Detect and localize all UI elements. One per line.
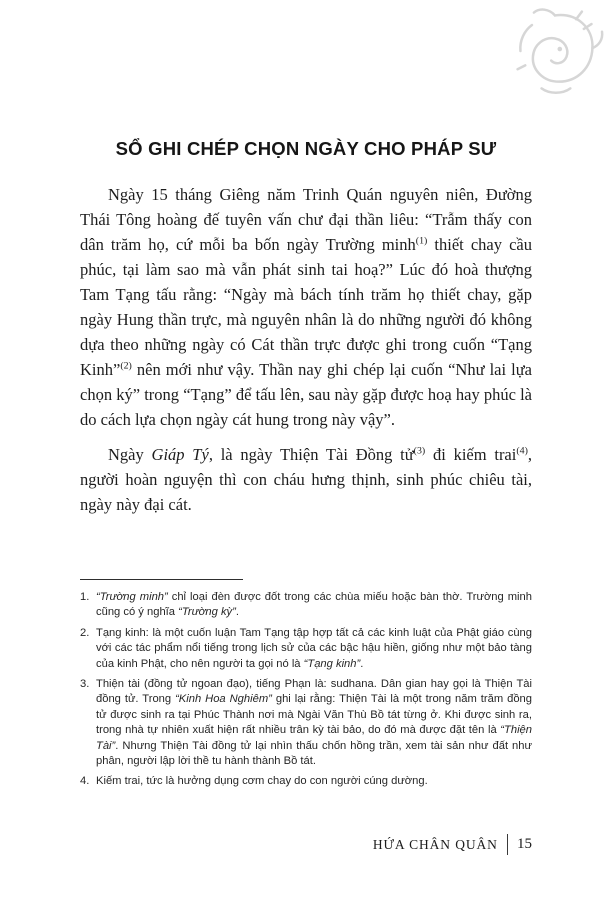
dragon-watermark-icon [502, 2, 608, 98]
footnote-text: “Trường minh” chỉ loại đèn được đốt trong các chùa miếu hoặc bàn thờ. Trường minh cũng có ý nghĩa “Trường kỳ”. [96, 591, 532, 619]
footnote [80, 590, 532, 621]
footnote-text: Tạng kinh: là một cuốn luận Tam Tạng tập hợp tất cả các kinh luật của Phật giáo cùng với các tác phẩm nổi tiếng trong lịch sử của các bậc hậu hiền, giống như một bảo tàng của kinh Phật, cho nên người ta gọi nó là “Tạng kinh”. [96, 626, 532, 670]
footer-author: HỨA CHÂN QUÂN [372, 836, 498, 852]
page-number: 15 [517, 836, 532, 852]
body-paragraph: Ngày Giáp Tý, là ngày Thiện Tài Đồng tử$^{(3)}$ đi kiếm trai$^{(4)}$, người hoàn nguyện thì con cháu hưng thịnh, sinh phúc chiêu tài, ngày này đại cát. [80, 445, 532, 514]
footnote-text: Kiếm trai, tức là hưởng dụng cơm chay do con người cúng dường. [96, 775, 428, 788]
page-title: SỔ GHI CHÉP CHỌN NGÀY CHO PHÁP SƯ [115, 138, 497, 159]
footnote [80, 677, 532, 769]
footer-divider [507, 834, 508, 855]
footnote [80, 774, 532, 789]
footnote-divider [80, 579, 243, 580]
footnote-number: 4. [80, 775, 90, 788]
page-content [0, 138, 612, 790]
footnote [80, 626, 532, 672]
body-paragraph: Ngày 15 tháng Giêng năm Trinh Quán nguyên niên, Đường Thái Tông hoàng đế tuyên vấn chư đại thần liêu: “Trẫm thấy con dân trăm họ, cứ mỗi ba bốn ngày Trường minh$^{(1)}$ thiết chay cầu phúc, tại làm sao mà vẫn phát sinh tai hoạ?” Lúc đó hoà thượng Tam Tạng tấu rằng: “Ngày mà bách tính trăm họ thiết chay, gặp ngày Hung thần trực, mà nguyên nhân là do những người đó không dựa theo những ngày có Cát thần trực được ghi trong cuốn “Tạng Kinh”$^{(2)}$ nên mới như vậy. Thần nay ghi chép lại cuốn “Như lai lựa chọn ký” trong “Tạng” để tấu lên, sau này gặp được hoạ hay phúc là do cách lựa chọn ngày cát hung trong này vậy”. [80, 185, 532, 429]
page-footer [373, 834, 532, 855]
footnote-text: Thiện tài (đồng tử ngoan đạo), tiếng Phạn là: sudhana. Dân gian hay gọi là Thiện Tài đồng tử. Trong “Kinh Hoa Nghiêm” ghi lại rằng: Thiện Tài là một trong năm trăm đồng tử được sinh ra tại Phúc Thành nơi mà Ngài Văn Thù Bồ tát từng ở. Khi được sinh ra, trong nhà tự nhiên xuất hiện rất nhiều trân kỳ tài bảo, do đó mà được đặt tên là “Thiện Tài”. Nhưng Thiện Tài đồng tử lại nhìn thấu chốn hồng trần, xem tài sản như đất như phân, người lập lời thề tu hành thành Bồ tát. [96, 678, 532, 768]
footnote-number: 2. [80, 626, 90, 639]
footnote-number: 1. [80, 591, 90, 603]
footnotes-section [80, 579, 532, 790]
footnote-number: 3. [80, 678, 90, 691]
